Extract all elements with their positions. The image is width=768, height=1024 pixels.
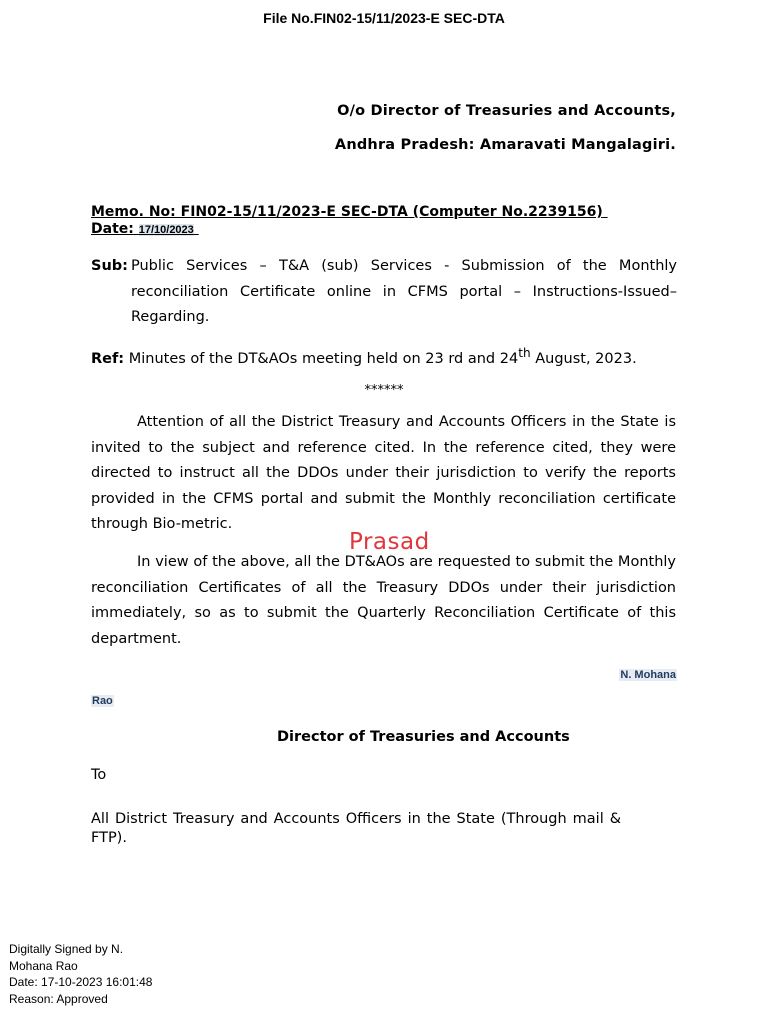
recipient-address: All District Treasury and Accounts Officers in the State (Through mail & FTP).: [91, 811, 621, 846]
signature-stamp: Prasad: [349, 529, 430, 555]
digital-signature-block: [9, 941, 152, 1007]
digital-signature-line: Date: 17-10-2023 16:01:48: [9, 975, 153, 989]
signatory-name-part1: N. Mohana: [620, 669, 676, 681]
to-label: To: [91, 767, 107, 783]
digital-signature-line: Mohana Rao: [9, 958, 78, 973]
signatory-designation: Director of Treasuries and Accounts: [277, 729, 570, 745]
subject-text: Public Services – T&A (sub) Services - Submission of the Monthly reconciliation Certificate online in CFMS portal – Instructions-Issued– Regarding.: [131, 258, 677, 325]
file-number-header: File No.FIN02-15/11/2023-E SEC-DTA: [263, 10, 505, 26]
subject-block: [91, 254, 677, 331]
memo-date-label: Date:: [91, 221, 134, 237]
signatory-name-part2: Rao: [92, 695, 113, 707]
reference-block: [91, 346, 691, 367]
separator-stars: ******: [364, 383, 404, 398]
reference-text: Minutes of the DT&AOs meeting held on 23 rd and 24th August, 2023.: [128, 346, 637, 367]
digital-signature-line: Digitally Signed by N.: [9, 942, 124, 956]
body-paragraph-1: Attention of all the District Treasury and Accounts Officers in the State is invited to the subject and reference cited. In the reference cited, they were directed to instruct all the DDOs under their jurisdiction to verify the reports provided in the CFMS portal and submit the Monthly reconciliation certificate through Bio-metric.: [91, 414, 676, 532]
body-paragraph-2: In view of the above, all the DT&AOs are requested to submit the Monthly reconciliation Certificates of all the Treasury DDOs under their jurisdiction immediately, so as to submit the Quarterly Reconciliation Certificate of this department.: [91, 554, 676, 647]
office-name-line1: O/o Director of Treasuries and Accounts,: [337, 103, 676, 119]
reference-label: Ref:: [91, 350, 125, 367]
office-name-line2: Andhra Pradesh: Amaravati Mangalagiri.: [334, 137, 676, 153]
digital-signature-line: Reason: Approved: [9, 991, 108, 1006]
memo-date-value: 17/10/2023: [138, 224, 194, 236]
memo-number: Memo. No: FIN02-15/11/2023-E SEC-DTA (Computer No.2239156): [91, 204, 603, 220]
memo-block: [91, 204, 608, 239]
subject-label: Sub:: [91, 258, 128, 274]
memo-date: [91, 221, 608, 239]
